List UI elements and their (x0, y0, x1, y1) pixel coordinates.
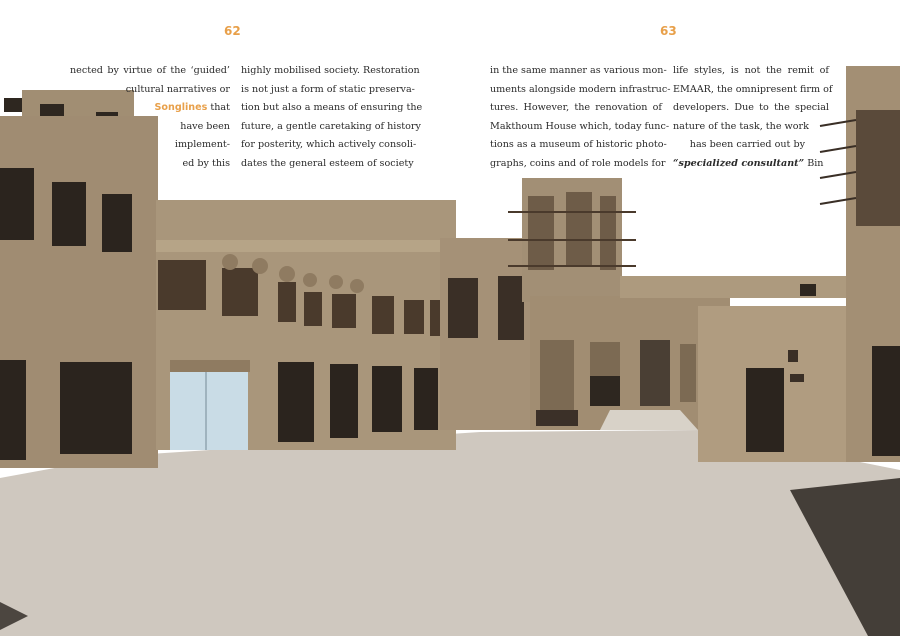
text-line: uments alongside modern infrastruc- (490, 83, 671, 95)
text-line: is not just a form of static preserva- (241, 83, 415, 95)
text-line: for posterity, which actively consoli- (241, 139, 417, 151)
white-door (170, 372, 248, 450)
text-line: nected by virtue of the ‘guided’ (70, 65, 230, 76)
text-line: in the same manner as various mon- (490, 65, 667, 76)
text-line: future, a gentle caretaking of history (241, 120, 421, 132)
songlines-highlight: Songlines (154, 102, 208, 114)
text-line: developers. Due to the special (673, 102, 829, 114)
text-line: tions as a museum of historic photo- (490, 139, 667, 151)
bench (536, 410, 578, 426)
text-line: tures. However, the renovation of (490, 102, 662, 114)
text-column-4 (673, 62, 833, 174)
text-line: Songlines that (154, 102, 230, 114)
text-line: tion but also a means of ensuring the (241, 102, 423, 114)
text-line: graphs, coins and of role models for (490, 157, 666, 169)
text-line: cultural narratives or (125, 83, 230, 95)
text-line: EMAAR, the omnipresent firm of (673, 83, 833, 95)
page-number-left: 62 (224, 24, 241, 38)
quoted-emphasis: “specialized consultant” (673, 157, 805, 169)
text-line: highly mobilised society. Restoration (241, 65, 420, 76)
page-number-right: 63 (660, 24, 677, 38)
text-line: life styles, is not the remit of (673, 65, 829, 76)
text-column-3 (490, 62, 671, 174)
text-line: has been carried out by (689, 139, 805, 151)
text-line: Makthoum House which, today func- (490, 120, 670, 132)
text-line: dates the general esteem of society (241, 157, 414, 169)
text-line: ed by this (182, 157, 230, 169)
text-line: nature of the task, the work (673, 120, 809, 132)
text-line: implement- (174, 139, 230, 151)
text-line: “specialized consultant” Bin (673, 157, 824, 169)
text-line: have been (180, 120, 230, 132)
text-column-1 (70, 62, 230, 174)
text-column-2 (241, 62, 423, 174)
